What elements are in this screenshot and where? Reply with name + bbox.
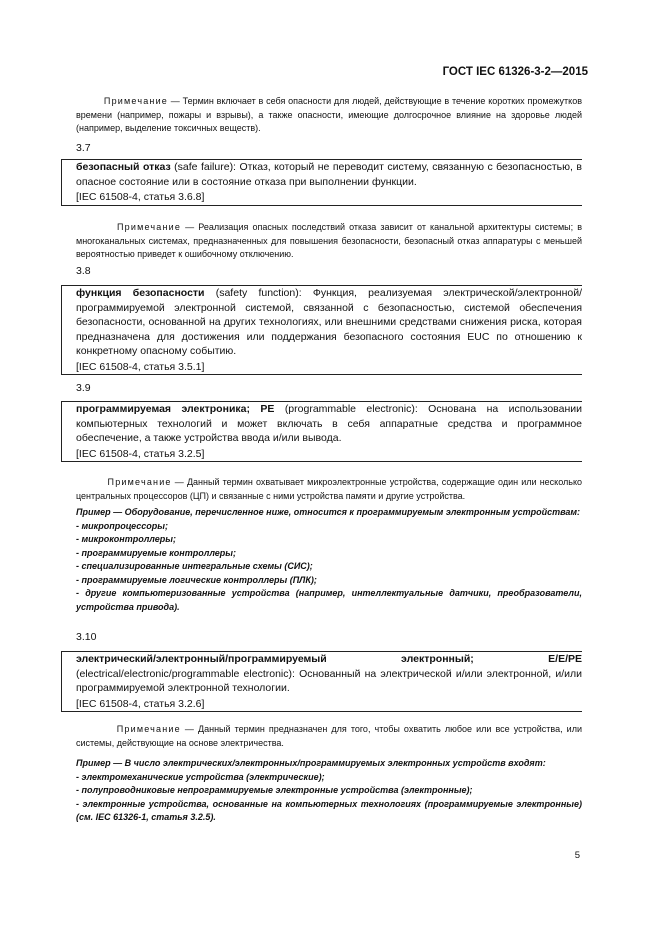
page-number: 5 — [574, 850, 580, 861]
term-name: электрический/электронный/программируемый электронный; E/E/PE — [76, 653, 582, 665]
list-item: - полупроводниковые непрограммируемые электронные устройства (электронные); — [76, 785, 473, 795]
list-item: - специализированные интегральные схемы (СИС); — [76, 561, 313, 571]
term-reference: [IEC 61508-4, статья 3.2.6] — [76, 697, 205, 710]
term-definition: (safety function): Функция, реализуемая электрической/электронной/программируемой электронной системой, связанной с безопасностью, системой обеспечения безопасности, основанной на других технологиях, или внешними средствами снижения риска, которая предназначена для достижения или поддержания безопасного состояния EUC по отношению к конкретному опасному событию. — [76, 287, 583, 357]
term-definition: (safe failure): Отказ, который не переводит систему, связанную с безопасностью, в опасное состояние или в состояние отказа при выполнении функции. — [76, 161, 582, 188]
section-number: 3.9 — [76, 382, 91, 394]
example-intro: Пример — Оборудование, перечисленное ниже, относится к программируемым электронным устройствам: — [76, 507, 581, 517]
term-definition: (electrical/electronic/programmable electronic): Основанный на электрической и/или электронной, и/или программируемой электронной технологии. — [76, 667, 582, 694]
note-label: Примечание — [107, 477, 172, 487]
term-box-3-9 — [61, 401, 582, 462]
term-name: функция безопасности — [76, 287, 205, 299]
term-name: программируемая электроника; PE — [76, 403, 275, 415]
list-item: - программируемые контроллеры; — [76, 547, 236, 558]
list-item: - программируемые логические контроллеры (ПЛК); — [76, 574, 317, 585]
note-text: — Термин включает в себя опасности для людей, действующие в течение коротких промежутков времени (например, пожары и взрывы), а также опасности, имеющие долгосрочное влияние на здоровье людей (например, выделение токсичных веществ). — [76, 96, 582, 133]
note-text: — Данный термин охватывает микроэлектронные устройства, содержащие один или несколько центральных процессоров (ЦП) и связанные с ними устройства памяти и другие устройства. — [76, 477, 582, 501]
section-number: 3.7 — [76, 142, 91, 154]
term-definition: (programmable electronic): Основана на использовании компьютерных технологий и может включать в себя аппаратные средства и программное обеспечение, а также устройства ввода и/или вывода. — [76, 403, 582, 444]
note-3 — [76, 476, 582, 503]
example-2 — [76, 757, 582, 825]
note-text: — Реализация опасных последствий отказа зависит от канальной архитектуры системы; в многоканальных системах, предназначенных для повышения безопасности, безопасный отказ аппаратуры с меньшей вероятностью приведет к ошибочному отключению. — [76, 222, 582, 259]
list-item: - электромеханические устройства (электрические); — [76, 771, 325, 782]
note-4 — [76, 723, 582, 750]
list-item: - другие компьютеризованные устройства (например, интеллектуальные датчики, преобразователи, устройства привода). — [76, 588, 582, 612]
example-1 — [76, 506, 582, 614]
term-box-3-8 — [61, 285, 582, 375]
note-2 — [76, 221, 582, 262]
term-reference: [IEC 61508-4, статья 3.5.1] — [76, 360, 205, 373]
note-1 — [76, 95, 582, 136]
section-number: 3.8 — [76, 265, 91, 277]
list-item: - электронные устройства, основанные на компьютерных технологиях (программируемые электронные) (см. IEC 61326-1, статья 3.2.5). — [76, 798, 582, 822]
term-name: безопасный отказ — [76, 161, 171, 173]
list-item: - микропроцессоры; — [76, 520, 168, 531]
term-reference: [IEC 61508-4, статья 3.2.5] — [76, 447, 205, 460]
note-text: — Данный термин предназначен для того, чтобы охватить любое или все устройства, или системы, действующие на основе электричества. — [76, 724, 582, 748]
note-label: Примечание — [103, 96, 169, 106]
section-number: 3.10 — [76, 631, 97, 643]
note-label: Примечание — [116, 222, 182, 232]
example-intro: Пример — В число электрических/электронных/программируемых электронных устройств входят: — [76, 758, 546, 768]
list-item: - микроконтроллеры; — [76, 534, 176, 544]
term-box-3-7 — [61, 159, 582, 206]
note-label: Примечание — [116, 724, 181, 734]
document-header: ГОСТ IEC 61326-3-2—2015 — [442, 66, 588, 78]
term-box-3-10 — [61, 651, 582, 712]
term-reference: [IEC 61508-4, статья 3.6.8] — [76, 191, 205, 203]
